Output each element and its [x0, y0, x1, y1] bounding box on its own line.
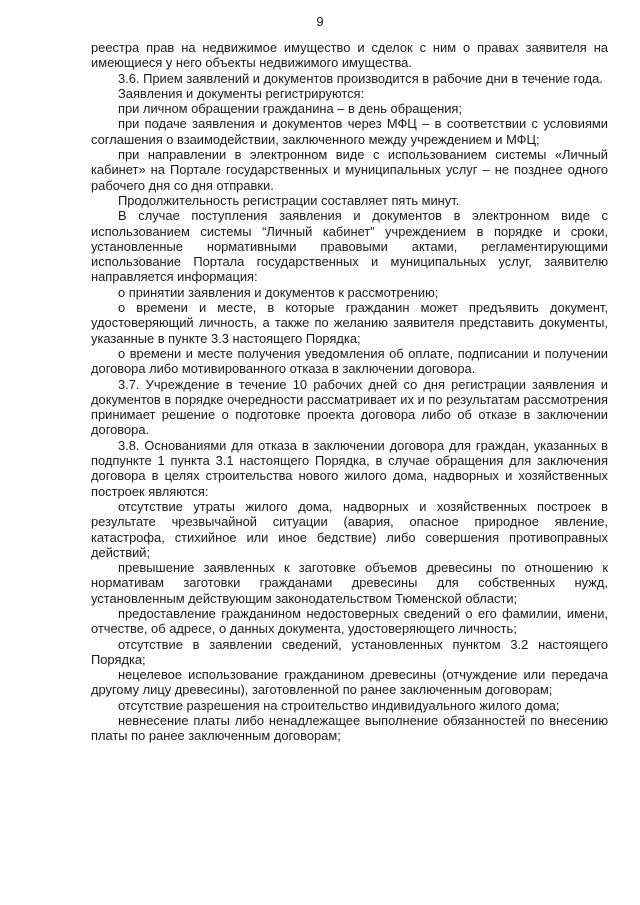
- paragraph-19: отсутствие разрешения на строительство индивидуального жилого дома;: [118, 697, 560, 713]
- paragraph-16: предоставление гражданином недостоверных сведений о его фамилии, имени, отчестве, об адресе, о данных документа, удостоверяющего личность;: [91, 605, 608, 637]
- paragraph-6: при направлении в электронном виде с использованием системы «Личный кабинет» на Портале государственных и муниципальных услуг – не позднее одного рабочего дня со дня отправки.: [91, 147, 608, 193]
- paragraph-10: о времени и месте, в которые гражданин может предъявить документ, удостоверяющий личность, а также по желанию заявителя представить документы, указанные в пункте 3.3 настоящего Порядка;: [91, 300, 608, 346]
- paragraph-14: отсутствие утраты жилого дома, надворных и хозяйственных построек в результате чрезвычайной ситуации (авария, опасное природное явление, катастрофа, стихийное или иное бедствие) либо совершения противоправных действий;: [91, 498, 608, 560]
- paragraph-8: В случае поступления заявления и документов в электронном виде с использованием системы “Личный кабинет” учреждением в порядке и сроки, установленные нормативными правовыми актами, регламентирующими использование Портала государственных и муниципальных услуг, заявителю направляется информация:: [91, 208, 608, 285]
- paragraph-7: Продолжительность регистрации составляет пять минут.: [118, 192, 460, 208]
- paragraph-15: превышение заявленных к заготовке объемов древесины по отношению к нормативам заготовки гражданами древесины для собственных нужд, установленным действующим законодательством Тюменской области;: [91, 560, 608, 606]
- paragraph-18: нецелевое использование гражданином древесины (отчуждение или передача другому лицу древесины), заготовленной по ранее заключенным договорам;: [91, 667, 608, 698]
- paragraph-1: реестра прав на недвижимое имущество и сделок с ним о правах заявителя на имеющиеся у него объекты недвижимого имущества.: [91, 40, 608, 71]
- paragraph-13: 3.8. Основаниями для отказа в заключении договора для граждан, указанных в подпункте 1 пункта 3.1 настоящего Порядка, в случае обращения для заключения договора в целях строительства нового жилого дома, надворных и хозяйственных построек являются:: [91, 437, 608, 499]
- paragraph-12: 3.7. Учреждение в течение 10 рабочих дней со дня регистрации заявления и документов в порядке очередности рассматривает их и по результатам рассмотрения принимает решение о подготовке проекта договора либо об отказе в заключении договора.: [91, 376, 608, 438]
- document-body: [91, 40, 608, 744]
- paragraph-9: о принятии заявления и документов к рассмотрению;: [118, 284, 439, 300]
- paragraph-3: Заявления и документы регистрируются:: [118, 85, 365, 101]
- page-number: 9: [316, 14, 324, 29]
- paragraph-11: о времени и месте получения уведомления об оплате, подписании и получении договора либо мотивированного отказа в заключении договора.: [91, 345, 608, 377]
- paragraph-2: 3.6. Прием заявлений и документов производится в рабочие дни в течение года.: [118, 70, 603, 86]
- paragraph-20: невнесение платы либо ненадлежащее выполнение обязанностей по внесению платы по ранее заключенным договорам;: [91, 713, 608, 744]
- paragraph-4: при личном обращении гражданина – в день обращения;: [118, 101, 462, 117]
- paragraph-5: при подаче заявления и документов через МФЦ – в соответствии с условиями соглашения о взаимодействии, заключенного между учреждением и МФЦ;: [91, 116, 608, 147]
- paragraph-17: отсутствие в заявлении сведений, установленных пунктом 3.2 настоящего Порядка;: [91, 636, 608, 667]
